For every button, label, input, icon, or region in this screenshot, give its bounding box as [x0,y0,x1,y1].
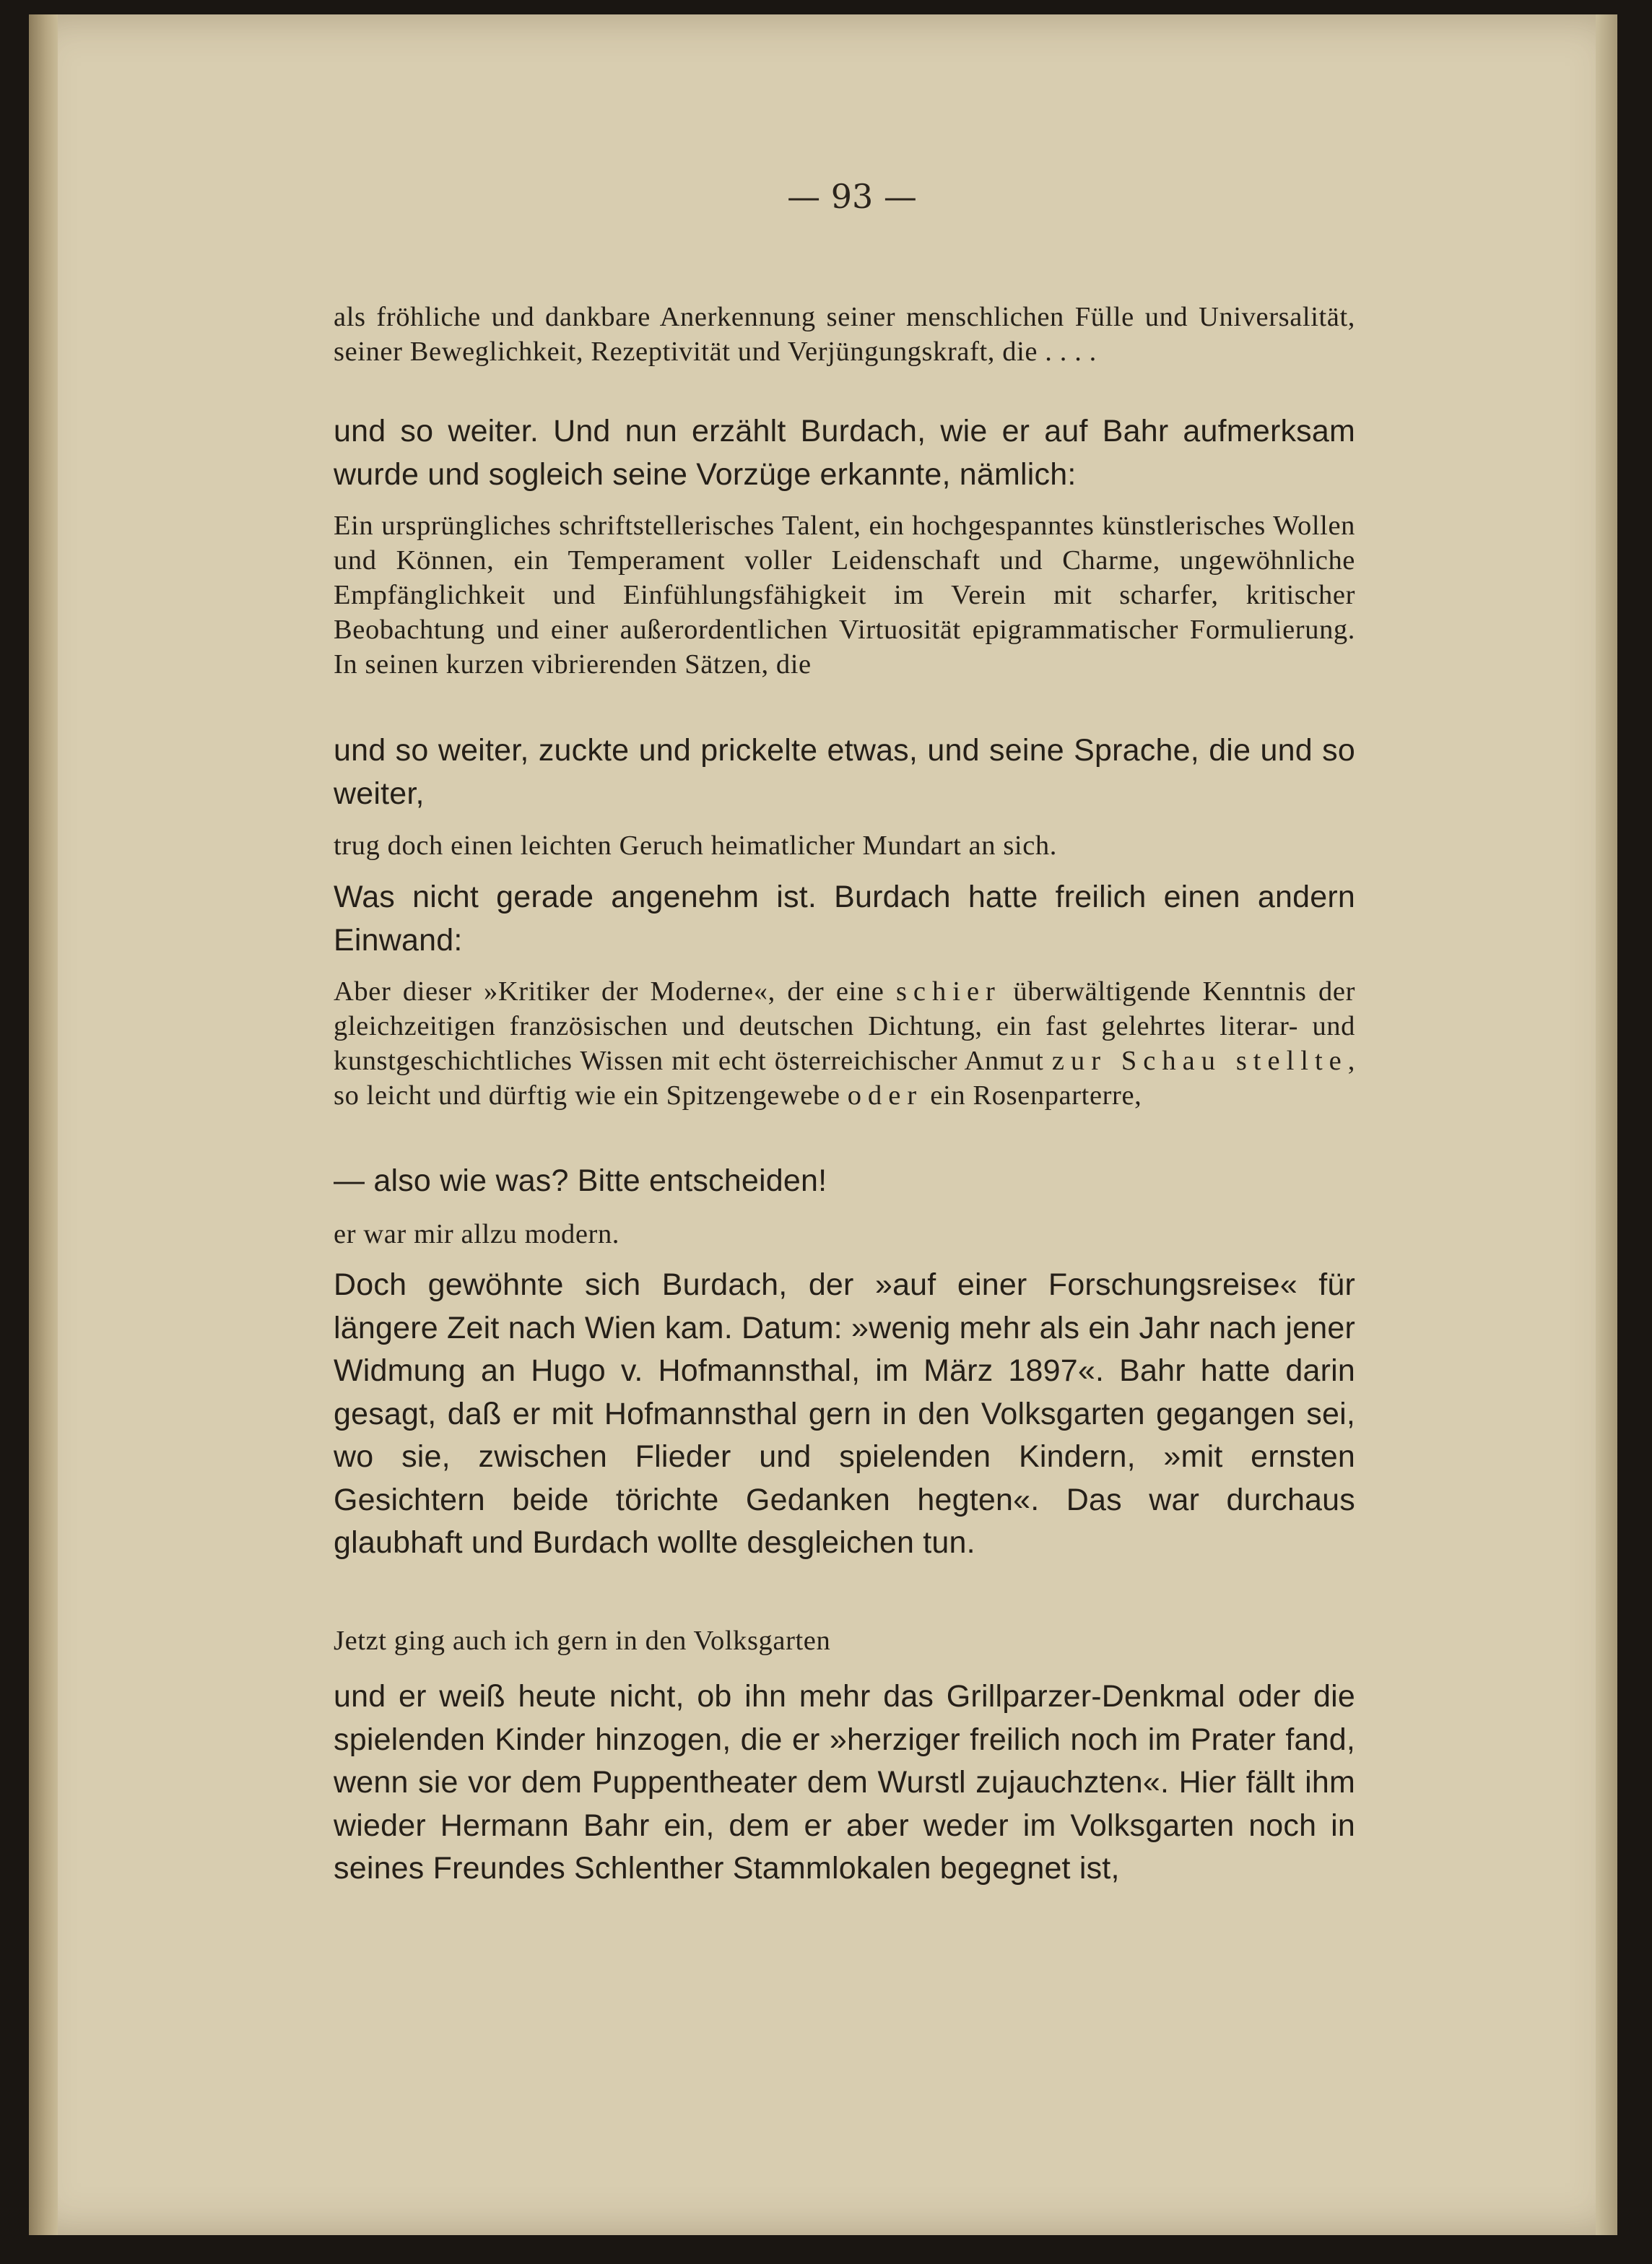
quote-paragraph-6: Jetzt ging auch ich gern in den Volksgarten [334,1626,831,1656]
quote-4-part-c: überwältigende Kenntnis der gleichzeitigen französischen und deutschen Dichtung, ein fast gelehrtes literar- und kunstgeschichtliches Wissen mit echt österreichischer Anmut [334,976,1356,1076]
quote-paragraph-4 [334,974,1355,1113]
page-edge-right [1596,14,1617,2235]
body-paragraph-5: Doch gewöhnte sich Burdach, der »auf einer Forschungsreise« für längere Zeit nach Wien kam. Datum: »wenig mehr als ein Jahr nach jener Widmung an Hugo v. Hofmannsthal, im März 1897«. Bahr hatte darin gesagt, daß er mit Hofmannsthal gern in den Volksgarten gegangen sei, wo sie, zwischen Flieder und spielenden Kindern, »mit ernsten Gesichtern beide törichte Gedanken hegten«. Das war durchaus glaubhaft und Burdach wollte desgleichen tun. [334,1267,1355,1560]
quote-4-part-a: Aber dieser »Kritiker der Moderne«, der eine [334,976,896,1007]
quote-paragraph-1: als fröhliche und dankbare Anerkennung seiner menschlichen Fülle und Universalität, seiner Beweglichkeit, Rezeptivität und Verjüngungskraft, die . . . . [334,302,1355,367]
body-paragraph-3: Was nicht gerade angenehm ist. Burdach hatte freilich einen andern Einwand: [334,880,1355,958]
quote-4-part-g: ein Rosenparterre, [923,1080,1142,1111]
quote-4-part-e: , so leicht und dürftig wie ein Spitzengewebe [334,1046,1355,1111]
quote-4-emphasis-zur-schau-stellte: zur Schau stellte [1051,1046,1348,1076]
body-paragraph-4: — also wie was? Bitte entscheiden! [334,1163,827,1198]
quote-4-emphasis-schier: schier [895,976,1001,1007]
body-paragraph-1: und so weiter. Und nun erzählt Burdach, wie er auf Bahr aufmerksam wurde und sogleich seine Vorzüge erkannte, nämlich: [334,414,1355,492]
quote-paragraph-3: trug doch einen leichten Geruch heimatlicher Mundart an sich. [334,830,1057,861]
quote-4-emphasis-oder: oder [847,1080,923,1111]
quote-paragraph-5: er war mir allzu modern. [334,1219,620,1249]
quote-paragraph-2: Ein ursprüngliches schriftstellerisches Talent, ein hochgespanntes künstlerisches Wollen und Können, ein Temperament voller Leidenschaft und Charme, ungewöhnliche Empfänglichkeit und Einfühlungsfähigkeit im Verein mit scharfer, kritischer Beobachtung und einer außerordentlichen Virtuosität epigrammatischer Formulierung. In seinen kurzen vibrierenden Sätzen, die [334,511,1355,680]
body-paragraph-6: und er weiß heute nicht, ob ihn mehr das Grillparzer-Denkmal oder die spielenden Kinder hinzogen, die er »herziger freilich noch im Prater fand, wenn sie vor dem Puppentheater dem Wurstl zujauchzten«. Hier fällt ihm wieder Hermann Bahr ein, dem er aber weder im Volksgarten noch in seines Freundes Schlenther Stammlokalen begegnet ist, [334,1679,1355,1886]
page-number: — 93 — [787,177,917,216]
body-paragraph-2: und so weiter, zuckte und prickelte etwas, und seine Sprache, die und so weiter, [334,733,1355,811]
page-edge-left [29,14,58,2235]
